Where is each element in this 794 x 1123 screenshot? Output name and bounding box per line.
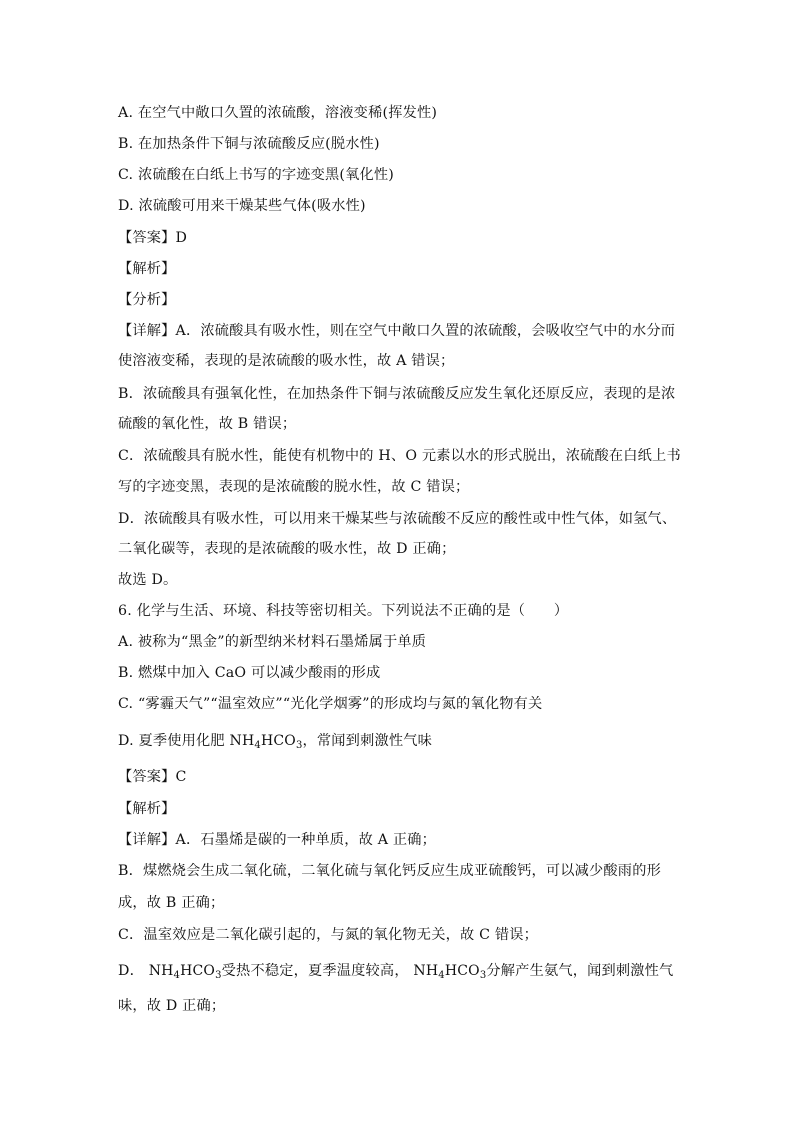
q5-option-a: A. 在空气中敞口久置的浓硫酸，溶液变稀(挥发性) bbox=[118, 105, 438, 121]
q5-conclusion: 故选 D。 bbox=[118, 572, 178, 588]
q6-option-d bbox=[118, 731, 432, 756]
nh4hco3-formula: $NH_4HCO_3$ bbox=[229, 733, 303, 751]
q5-answer: 【答案】D bbox=[118, 230, 188, 246]
q6-detail-d-2: 味，故 D 正确； bbox=[118, 998, 226, 1014]
q5-detail-c-1: C．浓硫酸具有脱水性，能使有机物中的 H、O 元素以水的形式脱出，浓硫酸在白纸上书 bbox=[118, 448, 681, 464]
q6-option-a: A. 被称为“黑金”的新型纳米材料石墨烯属于单质 bbox=[118, 634, 427, 650]
q5-detail-c-2: 写的字迹变黑，表现的是浓硫酸的脱水性，故 C 错误； bbox=[118, 479, 470, 495]
q6-option-c: C. “雾霾天气”“温室效应”“光化学烟雾”的形成均与氮的氧化物有关 bbox=[118, 696, 543, 712]
q5-detail-b-1: B．浓硫酸具有强氧化性，在加热条件下铜与浓硫酸反应发生氧化还原反应，表现的是浓 bbox=[118, 386, 676, 402]
q6-detail-b-2: 成，故 B 正确； bbox=[118, 895, 225, 911]
q6-jiexi-heading: 【解析】 bbox=[118, 801, 176, 817]
q6-detail-d-1 bbox=[118, 961, 673, 986]
q5-option-d: D. 浓硫酸可用来干燥某些气体(吸水性) bbox=[118, 198, 366, 214]
q6-answer: 【答案】C bbox=[118, 769, 187, 785]
q6-option-b: B. 燃煤中加入 CaO 可以减少酸雨的形成 bbox=[118, 665, 381, 681]
nh4hco3-formula: $NH_4HCO_3$ bbox=[148, 963, 222, 981]
q5-detail-a-2: 使溶液变稀，表现的是浓硫酸的吸水性，故 A 错误； bbox=[118, 353, 455, 369]
q6-option-d-pre: D. 夏季使用化肥 bbox=[118, 733, 230, 749]
q6-stem: 6. 化学与生活、环境、科技等密切相关。下列说法不正确的是（ ） bbox=[118, 603, 569, 619]
q6-detail-c: C．温室效应是二氧化碳引起的，与氮的氧化物无关，故 C 错误； bbox=[118, 927, 538, 943]
q5-detail-d-2: 二氧化碳等，表现的是浓硫酸的吸水性，故 D 正确； bbox=[118, 541, 456, 557]
q5-option-c: C. 浓硫酸在白纸上书写的字迹变黑(氧化性) bbox=[118, 167, 395, 183]
q5-option-b: B. 在加热条件下铜与浓硫酸反应(脱水性) bbox=[118, 136, 380, 152]
q5-detail-b-2: 硫酸的氧化性，故 B 错误； bbox=[118, 416, 297, 432]
q5-fenxi-heading: 【分析】 bbox=[118, 292, 176, 308]
q6-detail-d-post: 分解产生氨气，闻到刺激性气 bbox=[486, 963, 674, 979]
q6-detail-a: 【详解】A．石墨烯是碳的一种单质，故 A 正确； bbox=[118, 832, 437, 848]
q6-detail-b-1: B．煤燃烧会生成二氧化硫，二氧化硫与氧化钙反应生成亚硫酸钙，可以减少酸雨的形 bbox=[118, 863, 661, 879]
q5-detail-d-1: D．浓硫酸具有吸水性，可以用来干燥某些与浓硫酸不反应的酸性或中性气体，如氢气、 bbox=[118, 511, 677, 527]
q6-detail-d-pre: D． bbox=[118, 963, 149, 979]
q6-detail-d-mid: 受热不稳定，夏季温度较高， bbox=[221, 963, 414, 979]
q5-jiexi-heading: 【解析】 bbox=[118, 261, 176, 277]
q5-detail-a-1: 【详解】A．浓硫酸具有吸水性，则在空气中敞口久置的浓硫酸，会吸收空气中的水分而 bbox=[118, 323, 676, 339]
q6-option-d-post: ，常闻到刺激性气味 bbox=[302, 733, 433, 749]
nh4hco3-formula: $NH_4HCO_3$ bbox=[413, 963, 487, 981]
